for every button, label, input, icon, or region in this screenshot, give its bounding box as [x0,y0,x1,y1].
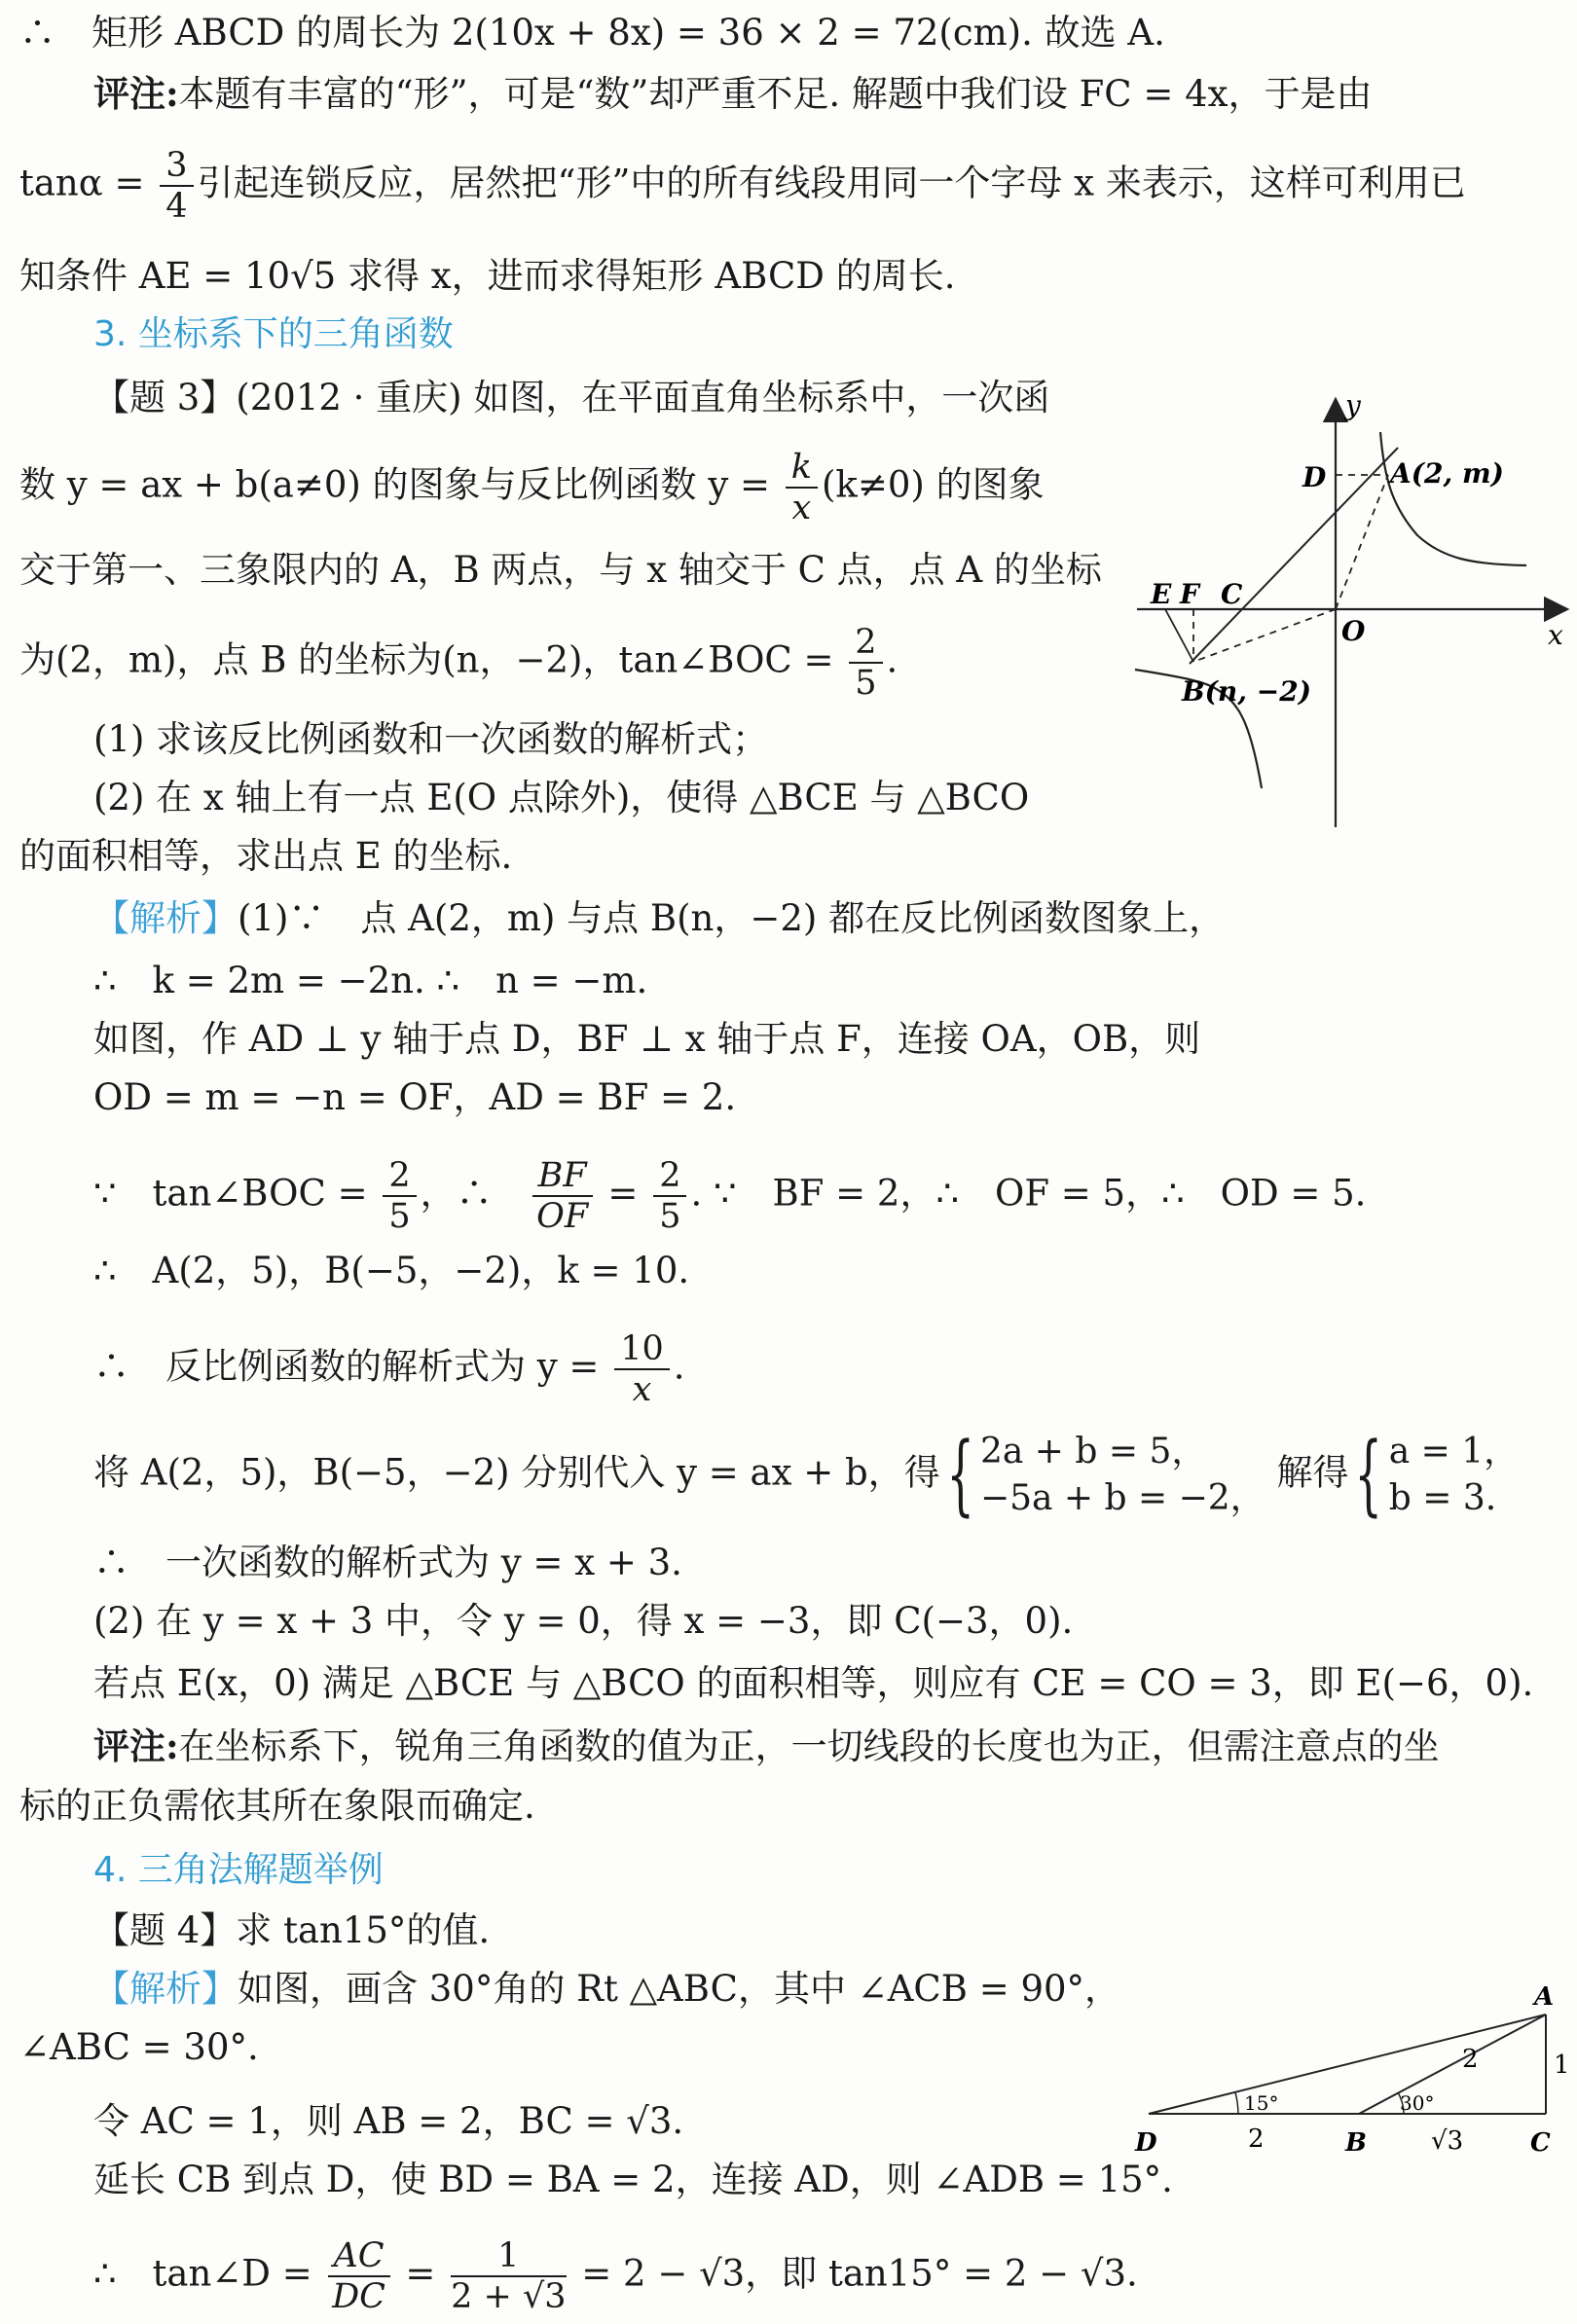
label-E: E [1151,578,1172,610]
solution-4-line-3: 令 AC = 1，则 AB = 2，BC = √3. [93,2100,684,2142]
problem-3-line-3: 交于第一、三象限内的 A，B 两点，与 x 轴交于 C 点，点 A 的坐标 [19,549,1102,591]
solution-4-line-5: ∴ tan∠D = $\frac{AC}{DC}$ = $\frac{1}{2 + √3}$ = 2 − √3，即 tan15° = 2 − √3. [93,2236,1138,2316]
problem-3-line-4: 为(2，m)，点 B 的坐标为(n，−2)，tan∠BOC = $\frac{2}{5}$ . [19,623,899,703]
label-A: A(2, m) [1390,457,1504,490]
comment-line-3: 知条件 AE = 10√5 求得 x，进而求得矩形 ABCD 的周长. [19,255,956,297]
question-2a: (2) 在 x 轴上有一点 E(O 点除外)，使得 △BCE 与 △BCO [93,777,1030,818]
solution-4-line-1: 【解析】如图，画含 30°角的 Rt △ABC，其中 ∠ACB = 90°， [93,1968,1121,2010]
label-B: B [1345,2128,1367,2158]
solution-line-7: ∴ 反比例函数的解析式为 y = $\frac{10}{x}$ . [93,1329,685,1409]
question-2b: 的面积相等，求出点 E 的坐标. [19,835,513,877]
label-sqrt3: √3 [1431,2126,1464,2156]
label-A: A [1534,1982,1555,2012]
label-D: D [1135,2128,1157,2158]
comment-line-2: tanα = $\frac{3}{4}$ 引起连锁反应，居然把“形”中的所有线段用同一个字母 x 来表示，这样可利用已 [19,146,1466,226]
remark-line-1: 评注:在坐标系下，锐角三角函数的值为正，一切线段的长度也为正，但需注意点的坐 [93,1725,1440,1767]
label-y: y [1345,389,1361,421]
angle-15: 15° [1244,2091,1279,2115]
solution-line-1: 【解析】(1)∵ 点 A(2，m) 与点 B(n，−2) 都在反比例函数图象上， [93,897,1226,939]
question-1: (1) 求该反比例函数和一次函数的解析式； [93,718,769,760]
problem-3-line-2: 数 y = ax + b(a≠0) 的图象与反比例函数 y = $\frac{k}{x}$ (k≠0) 的图象 [19,448,1045,527]
solution-line-3: 如图，作 AD ⊥ y 轴于点 D，BF ⊥ x 轴于点 F，连接 OA，OB，则 [93,1018,1201,1060]
solution-line-10: (2) 在 y = x + 3 中，令 y = 0，得 x = −3，即 C(−3，0). [93,1600,1074,1642]
label-D: D [1302,461,1327,493]
solution-4-line-2: ∠ABC = 30°. [19,2026,259,2068]
angle-30: 30° [1400,2091,1435,2115]
conclusion-line: ∴ 矩形 ABCD 的周长为 2(10x + 8x) = 36 × 2 = 72(cm). 故选 A. [19,12,1165,54]
section-4-heading: 4. 三角法解题举例 [93,1850,384,1890]
solution-line-4: OD = m = −n = OF，AD = BF = 2. [93,1076,737,1118]
problem-4: 【题 4】求 tan15°的值. [93,1909,491,1951]
label-O: O [1341,615,1366,647]
solution-line-6: ∴ A(2，5)，B(−5，−2)，k = 10. [93,1250,690,1291]
solution-4-line-4: 延长 CB 到点 D，使 BD = BA = 2，连接 AD，则 ∠ADB = 15°. [93,2159,1173,2200]
label-1: 1 [1554,2051,1570,2080]
label-2-base: 2 [1248,2124,1265,2154]
solution-line-2: ∴ k = 2m = −2n. ∴ n = −m. [93,960,648,1001]
triangle-figure [1119,1972,1570,2166]
label-2-hyp: 2 [1462,2045,1479,2074]
comment-line-1: 评注:本题有丰富的“形”，可是“数”却严重不足. 解题中我们设 FC = 4x，于是由 [93,72,1373,115]
coordinate-figure [1129,389,1577,837]
label-F: F [1180,578,1199,610]
label-B: B(n, −2) [1182,675,1311,708]
solution-line-11: 若点 E(x，0) 满足 △BCE 与 △BCO 的面积相等，则应有 CE = CO = 3，即 E(−6，0). [93,1662,1534,1704]
label-x: x [1548,619,1563,651]
remark-line-2: 标的正负需依其所在象限而确定. [19,1785,535,1827]
fraction-3-4: $\frac{3}{4}$ [160,146,193,226]
solution-line-9: ∴ 一次函数的解析式为 y = x + 3. [93,1542,682,1583]
section-3-heading: 3. 坐标系下的三角函数 [93,314,454,354]
solution-line-8: 将 A(2，5)，B(−5，−2) 分别代入 y = ax + b，得{ 2a + b = 5， −5a + b = −2， 解得{ a = 1， b = 3. [93,1424,1520,1526]
label-C: C [1530,2128,1551,2158]
problem-3-line-1: 【题 3】(2012 · 重庆) 如图，在平面直角坐标系中，一次函 [93,377,1050,418]
label-C: C [1221,578,1243,610]
solution-line-5: ∵ tan∠BOC = $\frac{2}{5}$ ，∴ $\frac{BF}{OF}$ = $\frac{2}{5}$ . ∵ BF = 2，∴ OF = 5，∴ OD = 5. [93,1156,1367,1236]
